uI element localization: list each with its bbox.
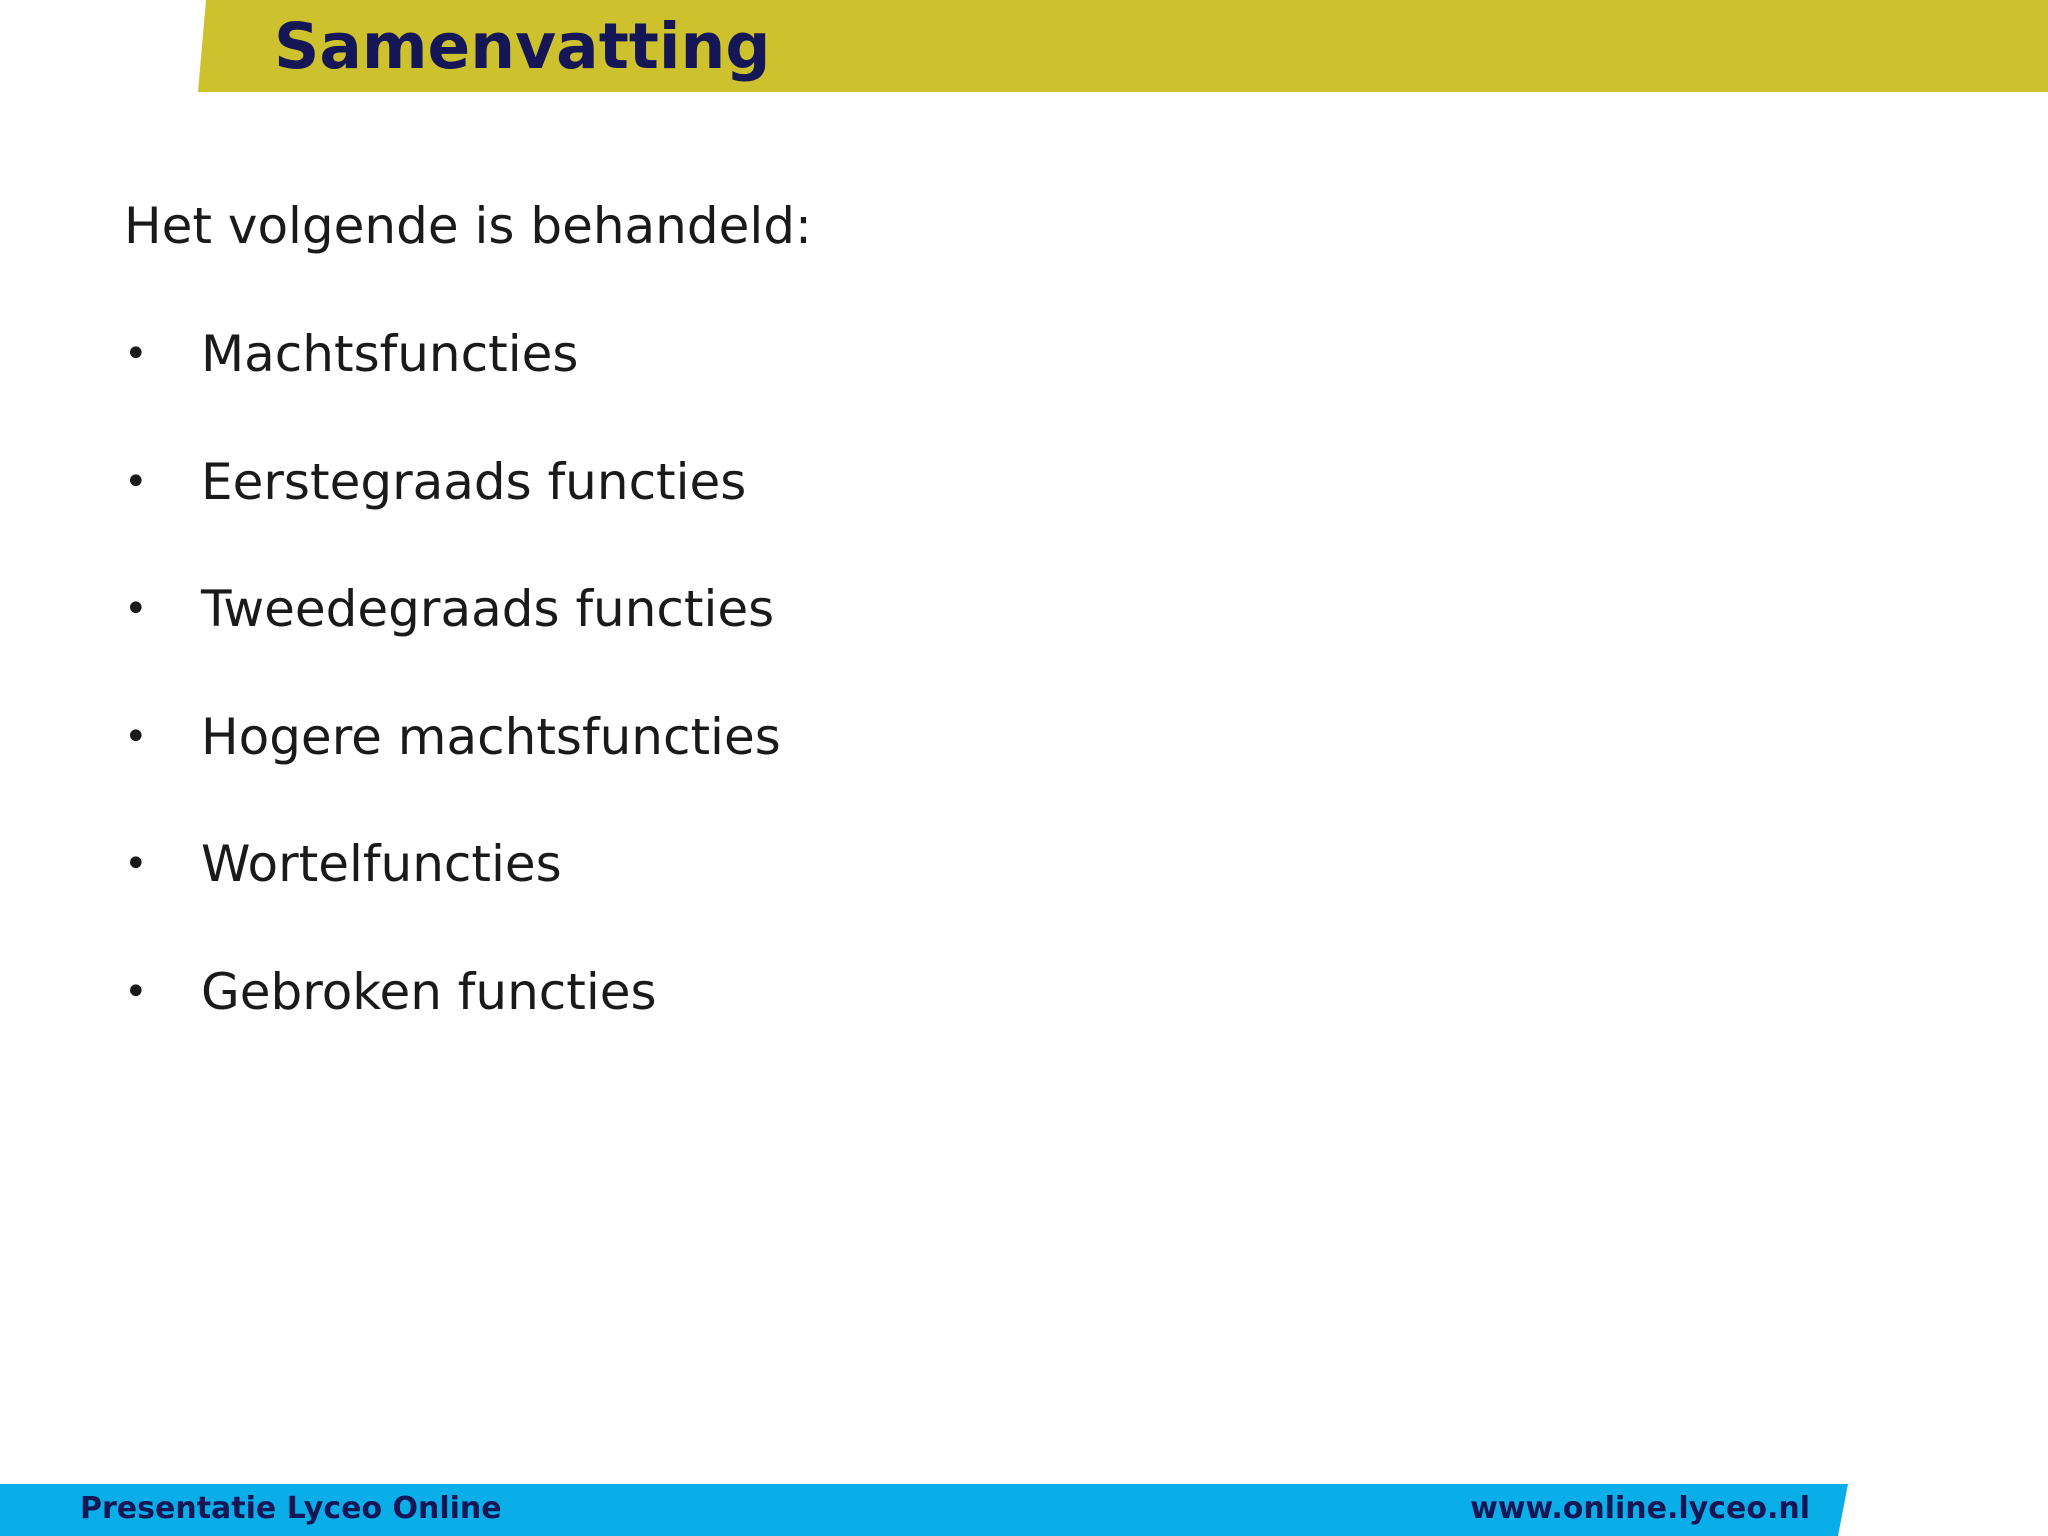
bullet-text: Gebroken functies xyxy=(201,962,657,1021)
bullet-item xyxy=(124,573,1824,645)
slide-title: Samenvatting xyxy=(274,10,771,83)
bullet-point-icon: • xyxy=(124,586,148,632)
bullet-text: Machtsfuncties xyxy=(201,325,579,383)
bullet-list xyxy=(124,318,1824,1028)
bullet-item xyxy=(124,318,1824,390)
bullet-item xyxy=(124,701,1824,773)
bullet-point-icon: • xyxy=(124,841,148,887)
bullet-text: Eerstegraads functies xyxy=(201,452,747,511)
bullet-text: Wortelfuncties xyxy=(201,835,562,893)
footer-presentation-label: Presentatie Lyceo Online xyxy=(80,1491,502,1526)
bullet-text: Tweedegraads functies xyxy=(201,580,775,638)
footer-website-url: www.online.lyceo.nl xyxy=(1470,1491,1810,1526)
bullet-item xyxy=(124,446,1824,518)
intro-text: Het volgende is behandeld: xyxy=(124,197,812,255)
bullet-point-icon: • xyxy=(124,331,148,377)
bullet-point-icon: • xyxy=(124,713,148,760)
bullet-item xyxy=(124,828,1824,900)
slide-content xyxy=(124,190,1824,1083)
bullet-point-icon: • xyxy=(124,458,148,505)
bullet-text: Hogere machtsfuncties xyxy=(201,707,781,766)
bullet-item xyxy=(124,956,1824,1028)
bullet-point-icon: • xyxy=(124,968,148,1015)
